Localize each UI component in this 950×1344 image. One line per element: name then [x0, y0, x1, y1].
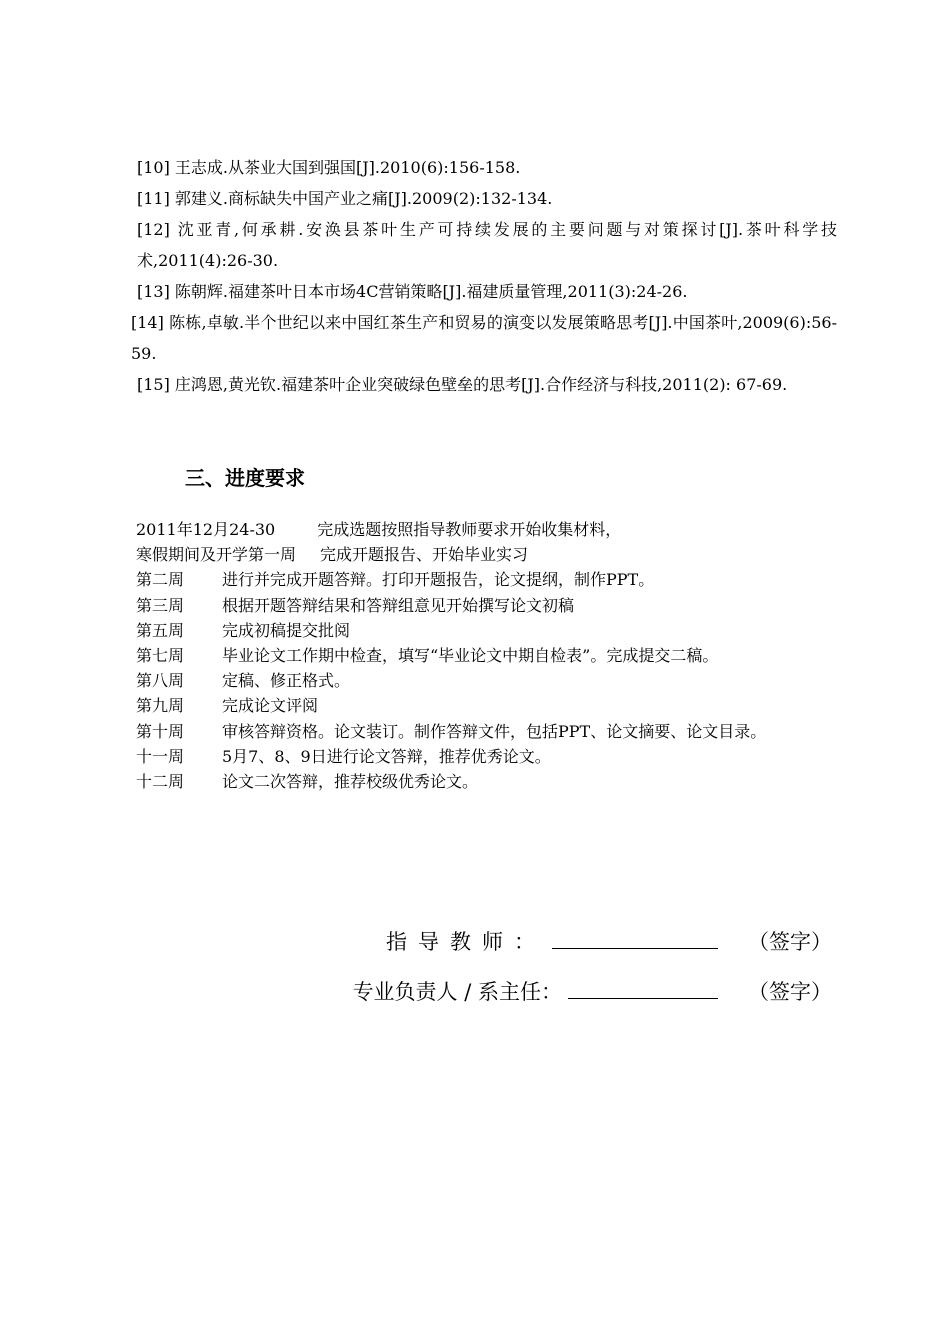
- schedule-row: [136, 542, 838, 567]
- advisor-label: 指导教师：: [386, 930, 546, 954]
- schedule-task: 定稿、修正格式。: [222, 671, 351, 691]
- schedule-when: 第二周: [136, 570, 185, 590]
- schedule-task: 审核答辩资格。论文装订。制作答辩文件，包括PPT、论文摘要、论文目录。: [222, 721, 767, 741]
- schedule-row: [136, 593, 838, 618]
- schedule-row: [136, 668, 838, 693]
- schedule-task: 完成开题报告、开始毕业实习: [320, 545, 529, 565]
- head-sign-suffix: （签字）: [748, 980, 832, 1004]
- schedule-task: 论文二次答辩，推荐校级优秀论文。: [222, 772, 479, 792]
- schedule-when: 第八周: [136, 671, 185, 691]
- schedule-when: 第七周: [136, 646, 185, 666]
- schedule-task: 5月7、8、9日进行论文答辩，推荐优秀论文。: [222, 746, 551, 766]
- schedule-when: 寒假期间及开学第一周: [136, 545, 297, 565]
- section-title: 三、进度要求: [185, 466, 305, 490]
- schedule-when: 第十周: [136, 721, 185, 741]
- reference-list: [131, 152, 837, 400]
- advisor-sign-suffix: （签字）: [748, 930, 832, 954]
- reference-item: [11] 郭建义.商标缺失中国产业之痛[J].2009(2):132-134.: [137, 189, 553, 208]
- reference-item: [12] 沈亚青,何承耕.安涣县茶叶生产可持续发展的主要问题与对策探讨[J].茶叶科学技术,2011(4):26-30.: [137, 220, 837, 270]
- schedule-when: 第九周: [136, 696, 185, 716]
- reference-item: [14] 陈栋,卓敏.半个世纪以来中国红茶生产和贸易的演变以发展策略思考[J].中国茶叶,2009(6):56-59.: [131, 313, 837, 363]
- schedule-when: 2011年12月24-30: [136, 520, 276, 539]
- schedule-row: [136, 618, 838, 643]
- schedule-row: [136, 517, 838, 542]
- reference-item: [10] 王志成.从茶业大国到强国[J].2010(6):156-158.: [137, 158, 521, 177]
- schedule-task: 根据开题答辩结果和答辩组意见开始撰写论文初稿: [222, 595, 575, 615]
- schedule-when: 第五周: [136, 620, 185, 640]
- schedule-row: [136, 769, 838, 794]
- head-signature-line: [353, 976, 832, 1006]
- head-signature-blank: [568, 997, 718, 999]
- schedule-task: 完成论文评阅: [222, 696, 319, 716]
- reference-item: [15] 庄鸿恩,黄光钦.福建茶叶企业突破绿色壁垒的思考[J].合作经济与科技,2011(2): 67-69.: [137, 375, 788, 394]
- advisor-signature-line: [386, 926, 832, 956]
- schedule-task: 完成选题按照指导教师要求开始收集材料，: [317, 520, 622, 539]
- schedule-row: [136, 744, 838, 769]
- reference-item: [13] 陈朝辉.福建茶叶日本市场4C营销策略[J].福建质量管理,2011(3):24-26.: [137, 282, 688, 301]
- schedule-task: 进行并完成开题答辩。打印开题报告，论文提纲，制作PPT。: [222, 570, 655, 590]
- schedule-row: [136, 643, 838, 668]
- schedule-when: 第三周: [136, 595, 185, 615]
- advisor-signature-blank: [552, 947, 718, 949]
- schedule-when: 十二周: [136, 772, 185, 792]
- schedule-task: 完成初稿提交批阅: [222, 620, 351, 640]
- schedule-task: 毕业论文工作期中检查，填写“毕业论文中期自检表”。完成提交二稿。: [222, 646, 719, 666]
- schedule-when: 十一周: [136, 746, 185, 766]
- head-label: 专业负责人 / 系主任：: [352, 980, 562, 1004]
- schedule-list: [136, 517, 838, 794]
- schedule-row: [136, 719, 838, 744]
- schedule-row: [136, 567, 838, 592]
- schedule-row: [136, 693, 838, 718]
